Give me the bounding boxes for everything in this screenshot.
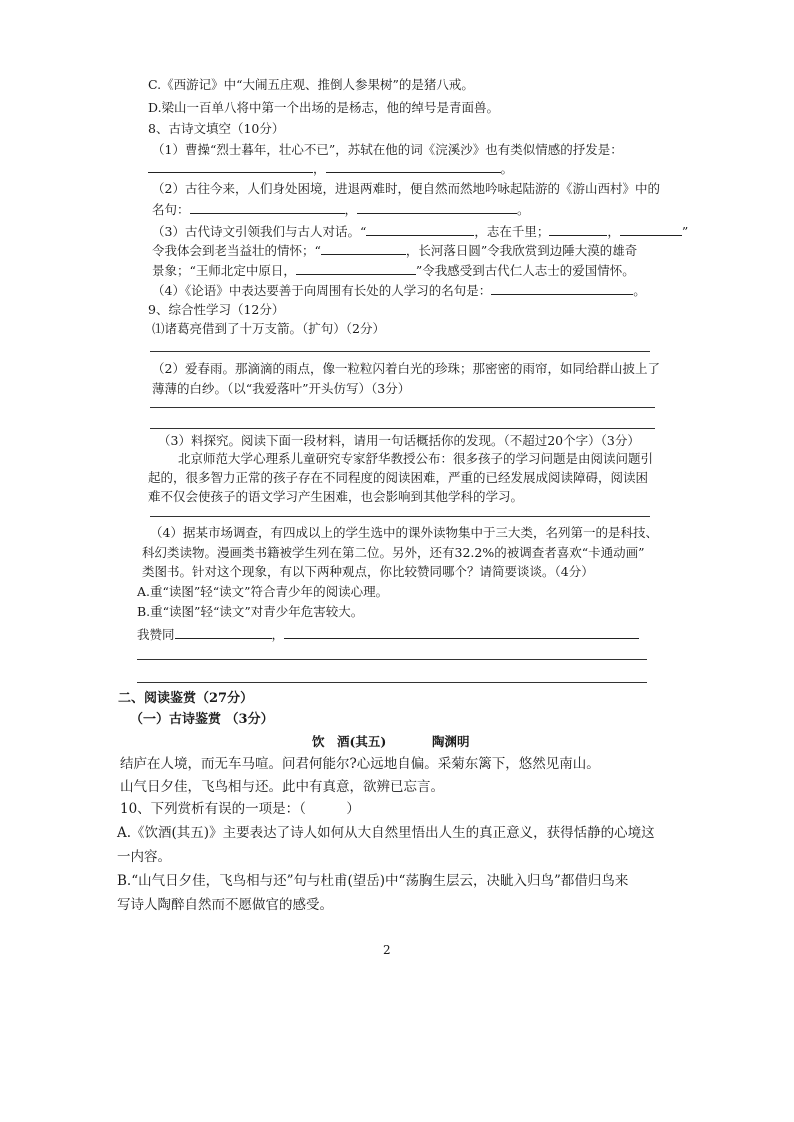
option-d: D.梁山一百单八将中第一个出场的是杨志，他的绰号是青面兽。 xyxy=(148,100,500,115)
question-9-4-agree-line: 我赞同 ， xyxy=(137,626,639,644)
question-9-3-material-1: 北京师范大学心理系儿童研究专家舒华教授公布：很多孩子的学习问题是由阅读问题引 xyxy=(178,451,654,466)
question-10-option-b-line-1: B.“山气日夕佳，飞鸟相与还”句与杜甫(望岳)中“荡胸生层云，决眦入归鸟”都借归鸟来 xyxy=(117,873,629,889)
answer-line[interactable] xyxy=(150,516,650,517)
answer-line[interactable] xyxy=(150,407,655,408)
answer-blank[interactable] xyxy=(326,160,501,173)
answer-blank[interactable] xyxy=(549,223,607,236)
answer-blank[interactable] xyxy=(284,626,639,639)
question-8-title: 8、古诗文填空（10分） xyxy=(148,121,285,136)
answer-blank[interactable] xyxy=(366,223,474,236)
question-8-2-prompt: （2）古往今来，人们身处困境，进退两难时，便自然而然地吟咏起陆游的《游山西村》中的 xyxy=(152,181,660,196)
page-number: 2 xyxy=(383,943,391,957)
question-8-3-line-2: 令我体会到老当益壮的情怀；“ ，长河落日圆”令我欣赏到边陲大漠的雄奇 xyxy=(152,243,638,258)
poem-line-2: 山气日夕佳，飞鸟相与还。此中有真意，欲辨已忘言。 xyxy=(120,779,444,795)
question-8-1-answer-line: ， 。 xyxy=(148,160,513,178)
question-10-option-a-line-2: 一内容。 xyxy=(117,849,171,865)
poem-line-1: 结庐在人境，而无车马喧。问君何能尔?心远地自偏。采菊东篱下，悠然见南山。 xyxy=(120,756,600,772)
question-8-3-line-3: 景象；“王师北定中原日， ”令我感受到古代仁人志士的爱国情怀。 xyxy=(152,263,635,278)
question-9-1: ⑴诸葛亮借到了十万支箭。（扩句）（2分） xyxy=(152,321,385,336)
question-8-4: （4）《论语》中表达要善于向周围有长处的人学习的名句是： 。 xyxy=(152,283,646,298)
answer-blank[interactable] xyxy=(357,201,517,214)
question-9-3-material-2: 起的，很多智力正常的孩子存在不同程度的阅读困难，严重的已经发展成阅读障碍，阅读困 xyxy=(148,470,649,485)
answer-blank[interactable] xyxy=(148,160,313,173)
section-2-subtitle: （一）古诗鉴赏 （3分） xyxy=(130,712,274,727)
poem-author: 陶渊明 xyxy=(432,734,470,749)
question-9-title: 9、综合性学习（12分） xyxy=(148,302,285,317)
question-8-2-answer-line: 名句： ， 。 xyxy=(152,202,530,217)
answer-blank[interactable] xyxy=(296,262,416,275)
answer-line[interactable] xyxy=(137,659,647,660)
answer-blank[interactable] xyxy=(620,223,682,236)
poem-title: 饮 酒(其五) xyxy=(312,734,387,749)
question-9-4-option-a: A.重“读图”轻“读文”符合青少年的阅读心理。 xyxy=(137,584,389,599)
question-9-4-option-b: B.重“读图”轻“读文”对青少年危害较大。 xyxy=(137,604,364,619)
question-9-4-line-2: 科幻类读物。漫画类书籍被学生列在第二位。另外，还有32.2%的被调查者喜欢“卡通动画” xyxy=(142,545,645,560)
question-10-option-a-line-1: A.《饮酒(其五)》主要表达了诗人如何从大自然里悟出人生的真正意义，获得恬静的心境这 xyxy=(117,825,655,841)
answer-blank[interactable] xyxy=(175,626,272,639)
question-9-4-line-3: 类图书。针对这个现象，有以下两种观点，你比较赞同哪个？请简要谈谈。（4分） xyxy=(142,564,594,579)
answer-line[interactable] xyxy=(150,428,655,429)
question-9-3-prompt: （3）料探究。阅读下面一段材料，请用一句话概括你的发现。（不超过20个字）（3分） xyxy=(158,433,640,448)
question-10: 10、下列赏析有误的一项是：（ ） xyxy=(120,801,360,817)
question-10-option-b-line-2: 写诗人陶醉自然而不愿做官的感受。 xyxy=(117,897,333,913)
question-8-3-line-1: （3）古代诗文引领我们与古人对话。“ ，志在千里； ， ” xyxy=(152,224,689,239)
question-9-2-line-2: 薄薄的白纱。（以“我爱落叶”开头仿写）（3分） xyxy=(152,381,411,396)
section-2-title: 二、阅读鉴赏（27分） xyxy=(118,691,254,706)
answer-line[interactable] xyxy=(150,351,650,352)
answer-blank[interactable] xyxy=(491,282,633,295)
question-9-3-material-3: 难不仅会使孩子的语文学习产生困难，也会影响到其他学科的学习。 xyxy=(148,489,524,504)
answer-blank[interactable] xyxy=(321,242,406,255)
answer-blank[interactable] xyxy=(190,201,345,214)
question-8-1-prompt: （1）曹操“烈士暮年，壮心不已”，苏轼在他的词《浣溪沙》也有类似情感的抒发是： xyxy=(152,142,623,157)
question-9-4-line-1: （4）据某市场调查，有四成以上的学生选中的课外读物集中于三大类，名列第一的是科技、 xyxy=(150,525,658,540)
answer-line[interactable] xyxy=(137,682,647,683)
question-9-2-line-1: （2）爱春雨。那滴滴的雨点，像一粒粒闪着白光的珍珠；那密密的雨帘，如同给群山披上了 xyxy=(152,361,660,376)
option-c: C.《西游记》中“大闹五庄观、推倒人参果树”的是猪八戒。 xyxy=(148,77,474,92)
